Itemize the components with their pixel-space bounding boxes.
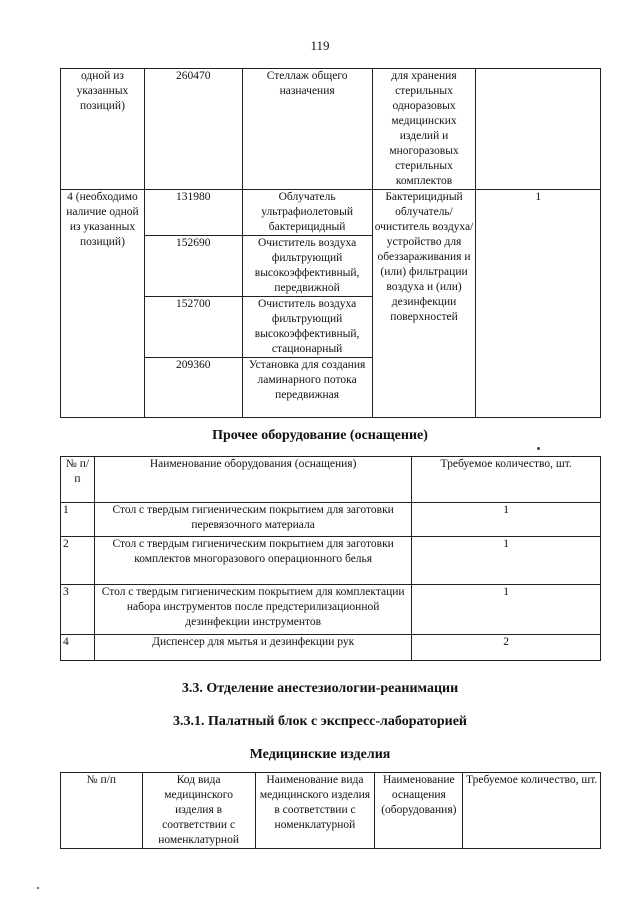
table-row — [61, 537, 601, 585]
page-number: 119 — [310, 38, 330, 53]
position-note-cell: одной из указанных позиций) — [61, 69, 145, 190]
table-row — [61, 585, 601, 635]
section-heading: 3.3. Отделение анестезиологии-реанимации — [181, 681, 459, 696]
equipment-quantity: 2 — [412, 635, 601, 661]
table-header-row — [61, 457, 601, 503]
column-header-device-name: Наименование вида медицинского изделия в соответствии с номенклатурной — [255, 773, 375, 849]
table-row — [61, 190, 601, 236]
quantity-cell: 1 — [476, 190, 601, 418]
name-cell: Очиститель воздуха фильтрующий высокоэффективный, стационарный — [242, 297, 372, 358]
purpose-cell: Бактерицидный облучатель/ очиститель воздуха/ устройство для обеззараживания и (или) фильтрации воздуха и (или) дезинфекции поверхностей — [372, 190, 476, 418]
equipment-name: Диспенсер для мытья и дезинфекции рук — [94, 635, 411, 661]
medical-devices-table — [60, 772, 601, 849]
equipment-name: Стол с твердым гигиеническим покрытием для заготовки комплектов многоразового операционного белья — [94, 537, 411, 585]
scan-speck — [37, 887, 39, 889]
code-cell: 152700 — [144, 297, 242, 358]
table-row — [61, 69, 601, 190]
row-number: 3 — [61, 585, 95, 635]
code-cell: 152690 — [144, 236, 242, 297]
equipment-quantity: 1 — [412, 503, 601, 537]
position-note-cell: 4 (необходимо наличие одной из указанных позиций) — [61, 190, 145, 418]
column-header-number: № п/п — [61, 457, 95, 503]
row-number: 4 — [61, 635, 95, 661]
code-cell: 131980 — [144, 190, 242, 236]
equipment-quantity: 1 — [412, 537, 601, 585]
column-header-code: Код вида медицинского изделия в соответствии с номенклатурной — [142, 773, 255, 849]
code-cell: 209360 — [144, 358, 242, 418]
name-cell: Установка для создания ламинарного потока передвижная — [242, 358, 372, 418]
scan-speck — [537, 447, 540, 450]
table-row — [61, 503, 601, 537]
name-cell: Облучатель ультрафиолетовый бактерицидный — [242, 190, 372, 236]
other-equipment-table — [60, 456, 601, 661]
name-cell: Очиститель воздуха фильтрующий высокоэффективный, передвижной — [242, 236, 372, 297]
column-header-equipment-name: Наименование оснащения (оборудования) — [375, 773, 463, 849]
quantity-cell — [476, 69, 601, 190]
table-header-row — [61, 773, 601, 849]
equipment-name: Стол с твердым гигиеническим покрытием для заготовки перевязочного материала — [94, 503, 411, 537]
row-number: 1 — [61, 503, 95, 537]
column-header-quantity: Требуемое количество, шт. — [463, 773, 601, 849]
subsection-heading: 3.3.1. Палатный блок с экспресс-лабораторией — [173, 714, 467, 729]
column-header-number: № п/п — [61, 773, 143, 849]
column-header-quantity: Требуемое количество, шт. — [412, 457, 601, 503]
other-equipment-heading: Прочее оборудование (оснащение) — [212, 428, 428, 443]
name-cell: Стеллаж общего назначения — [242, 69, 372, 190]
equipment-quantity: 1 — [412, 585, 601, 635]
equipment-name: Стол с твердым гигиеническим покрытием для комплектации набора инструментов после предстерилизационной дезинфекции инструментов — [94, 585, 411, 635]
column-header-name: Наименование оборудования (оснащения) — [94, 457, 411, 503]
equipment-table-continued — [60, 68, 601, 418]
medical-devices-heading: Медицинские изделия — [249, 747, 391, 762]
table-row — [61, 635, 601, 661]
row-number: 2 — [61, 537, 95, 585]
purpose-cell: для хранения стерильных одноразовых медицинских изделий и многоразовых стерильных комплектов — [372, 69, 476, 190]
code-cell: 260470 — [144, 69, 242, 190]
